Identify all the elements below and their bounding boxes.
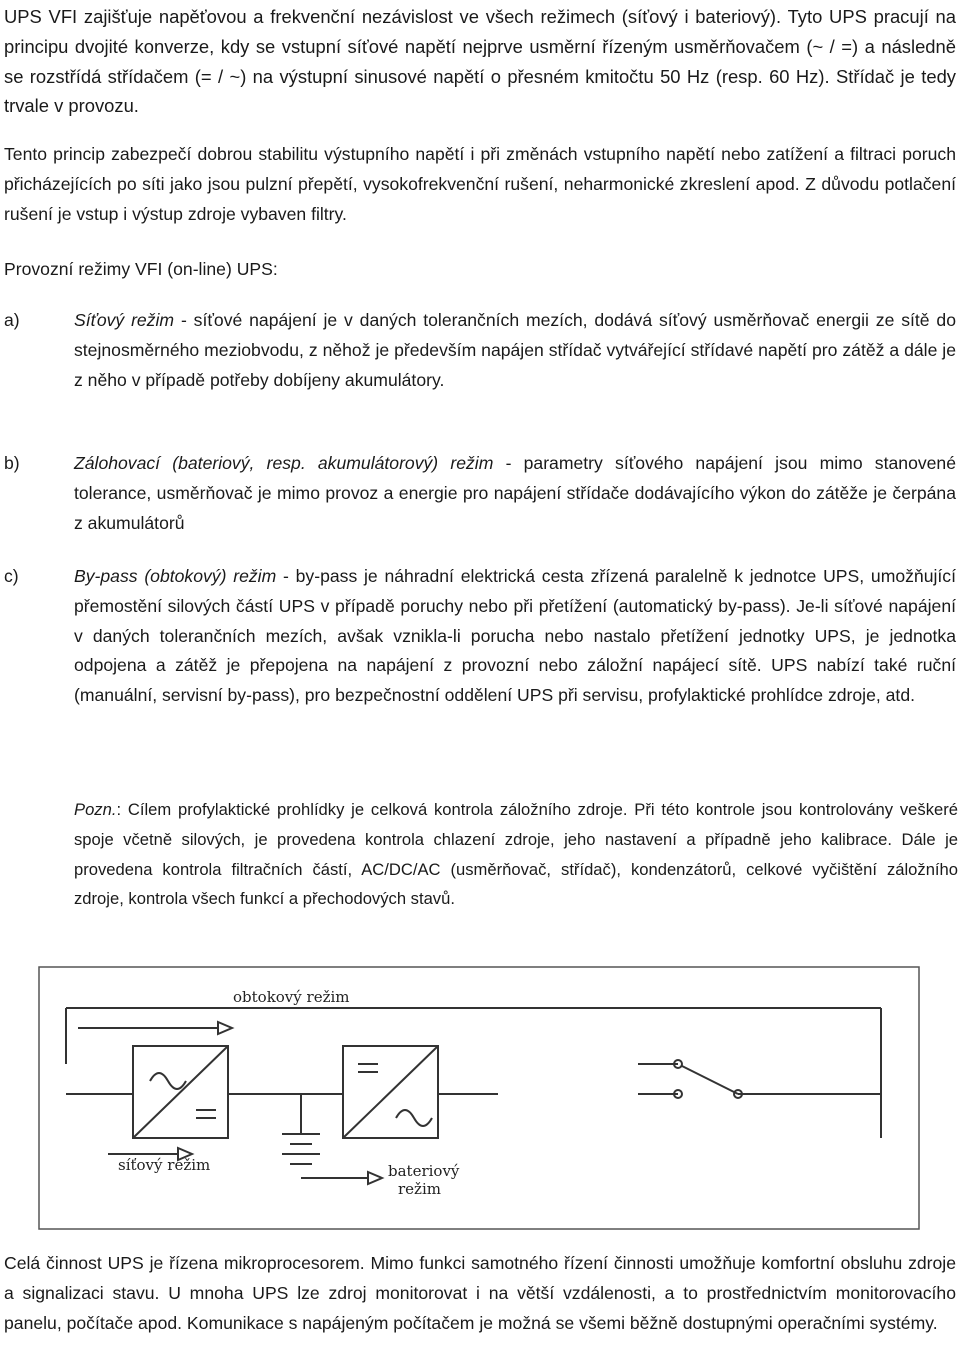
mode-label: a) (4, 310, 20, 330)
mode-label: c) (4, 566, 19, 586)
bypass-mode-label: obtokový režim (233, 988, 350, 1006)
figure-border (39, 967, 919, 1229)
mode-item-mains (4, 306, 956, 395)
bypass-unit-area (538, 1008, 748, 1150)
rectifier-diagonal (133, 1046, 228, 1138)
principle-paragraph: Tento princip zabezpečí dobrou stabilitu výstupního napětí i při změnách vstupního napětí nebo zatížení a filtraci poruch přicházejících po síti jako jsou pulzní přepětí, vysokofrekvenční rušení, neharmonické zkreslení apod. Z důvodu potlačení rušení je vstup i výstup zdroje vybaven filtry. (4, 144, 956, 224)
mode-title: Zálohovací (bateriový, resp. akumulátorový) režim (74, 453, 494, 473)
intro-paragraph: UPS VFI zajišťuje napěťovou a frekvenční nezávislost ve všech režimech (síťový i bateriový). Tyto UPS pracují na principu dvojité konverze, kdy se vstupní síťové napětí nejprve usměrní řízeným usměrňovačem (~ / =) a následně se rozstřídá střídačem (= / ~) na výstupní sinusové napětí o přesném kmitočtu 50 Hz (resp. 60 Hz). Střídač je tedy trvale v provozu. (4, 6, 956, 117)
ac-wave-symbol (396, 1110, 432, 1126)
mode-text (74, 449, 956, 538)
mode-description: - síťové napájení je v daných tolerančních mezích, dodává síťový usměrňovač energii ze sítě do stejnosměrného meziobvodu, z něhož je především napájen střídač vytvářející střídavé napětí pro zátěž a dále je z něho v případě potřeby dobíjeny akumulátory. (74, 310, 957, 390)
mode-title: By-pass (obtokový) režim (74, 566, 277, 586)
ups-mode-diagram (38, 966, 920, 1230)
mode-item-battery (4, 449, 956, 538)
transfer-switch (638, 1060, 742, 1098)
ac-wave-symbol (150, 1073, 186, 1089)
battery-arrowhead (368, 1172, 382, 1184)
mains-mode-label: síťový režim (118, 1156, 211, 1174)
mode-label: b) (4, 453, 20, 473)
battery-mode-label-line1: bateriový (388, 1162, 460, 1180)
note-text: : Cílem profylaktické prohlídky je celková kontrola záložního zdroje. Při této kontrole jsou kontrolovány veškeré spoje včetně silových, je provedena kontrola chlazení zdroje, jeho nastavení a případně jeho kalibrace. Dále je provedena kontrola filtračních částí, AC/DC/AC (usměrňovač, střídač), kondenzátorů, celkové vyčištění záložního zdroje, kontrola všech funkcí a přechodových stavů. (74, 800, 958, 909)
closing-paragraph: Celá činnost UPS je řízena mikroprocesorem. Mimo funkci samotného řízení činnosti umožňuje komfortní obsluhu zdroje a signalizaci stavu. U mnoha UPS lze zdroj monitorovat i na větší vzdálenosti, a to prostřednictvím monitorovacího panelu, počítače apod. Komunikace s napájeným počítačem je možná se všemi běžně dostupnými operačními systémy. (4, 1253, 956, 1333)
mode-title: Síťový režim (74, 310, 175, 330)
note-label: Pozn. (74, 800, 117, 819)
modes-heading: Provozní režimy VFI (on-line) UPS: (4, 259, 278, 279)
inverter-diagonal (343, 1046, 438, 1138)
mode-description: - parametry síťového napájení jsou mimo stanovené tolerance, usměrňovač je mimo provoz a energie pro napájení střídače dodávajícího výkon do zátěže je čerpána z akumulátorů (74, 453, 957, 533)
mode-text (74, 306, 956, 395)
switch-blade (682, 1066, 738, 1094)
bypass-arrowhead (218, 1022, 232, 1034)
diagram-svg (38, 966, 920, 1230)
mode-item-bypass (4, 562, 956, 711)
mode-description: - by-pass je náhradní elektrická cesta zřízená paralelně k jednotce UPS, umožňující přemostění silových částí UPS v případě poruchy nebo při přetížení (automatický by-pass). Je-li síťové napájení v daných tolerančních mezích, avšak vznikla-li porucha nebo nastalo přetížení jednotky UPS, je jednotka odpojena a zátěž je přepojena na napájení z provozní nebo záložní napájecí sítě. UPS nabízí také ruční (manuální, servisní by-pass), pro bezpečnostní oddělení UPS při servisu, profylaktické prohlídce zdroje, atd. (74, 566, 956, 706)
diagram-lines (39, 967, 919, 1229)
maintenance-note (74, 795, 958, 914)
battery-mode-label-line2: režim (398, 1180, 441, 1198)
mode-text (74, 562, 956, 711)
